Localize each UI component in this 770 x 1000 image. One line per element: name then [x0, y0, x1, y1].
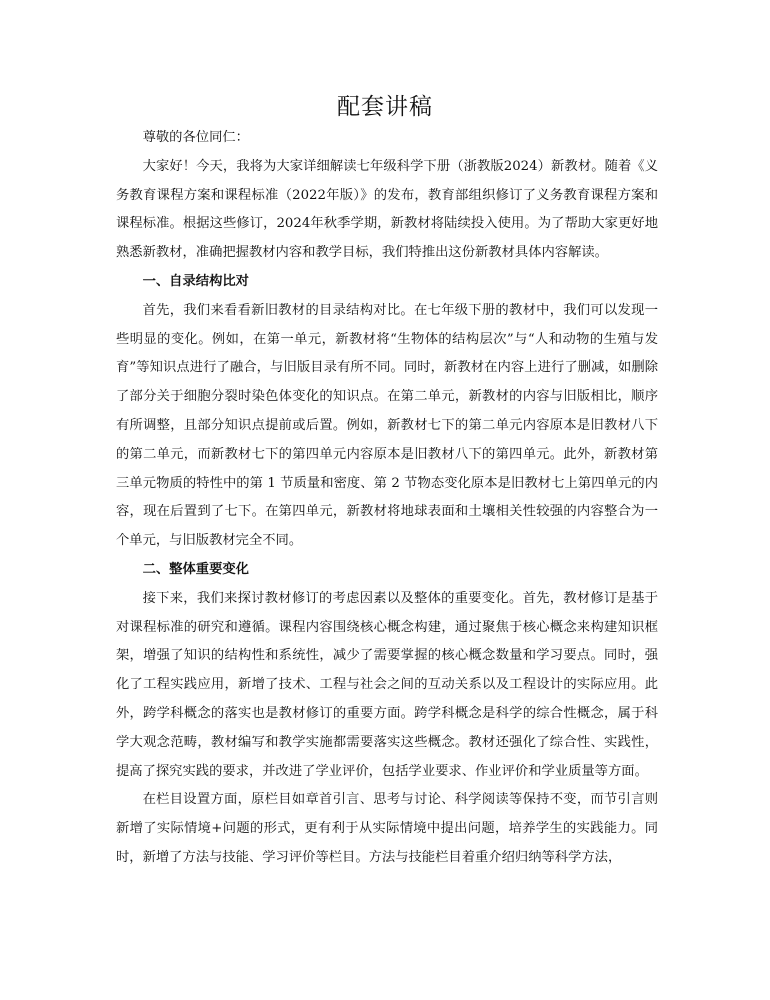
- page-title: 配套讲稿: [337, 94, 433, 120]
- section2-paragraph-1: 接下来，我们来探讨教材修订的考虑因素以及整体的重要变化。首先，教材修订是基于对课程标准的研究和遵循。课程内容围绕核心概念构建，通过聚焦于核心概念来构建知识框架，增强了知识的结构性和系统性，减少了需要掌握的核心概念数量和学习要点。同时，强化了工程实践应用，新增了技术、工程与社会之间的互动关系以及工程设计的实际应用。此外，跨学科概念的落实也是教材修订的重要方面。跨学科概念是科学的综合性概念，属于科学大观念范畴，教材编写和教学实施都需要落实这些概念。教材还强化了综合性、实践性，提高了探究实践的要求，并改进了学业评价，包括学业要求、作业评价和学业质量等方面。: [116, 590, 658, 779]
- intro-paragraph: 大家好！今天，我将为大家详细解读七年级科学下册（浙教版2024）新教材。随着《义务教育课程方案和课程标准（2022年版）》的发布，教育部组织修订了义务教育课程方案和课程标准。根据这些修订，2024年秋季学期，新教材将陆续投入使用。为了帮助大家更好地熟悉新教材，准确把握教材内容和教学目标，我们特推出这份新教材具体内容解读。: [116, 158, 658, 261]
- section1-paragraph: 首先，我们来看看新旧教材的目录结构对比。在七年级下册的教材中，我们可以发现一些明显的变化。例如，在第一单元，新教材将“生物体的结构层次”与“人和动物的生殖与发育”等知识点进行了融合，与旧版目录有所不同。同时，新教材在内容上进行了删减，如删除了部分关于细胞分裂时染色体变化的知识点。在第二单元，新教材的内容与旧版相比，顺序有所调整，且部分知识点提前或后置。例如，新教材七下的第二单元内容原本是旧教材八下的第二单元，而新教材七下的第四单元内容原本是旧教材八下的第四单元。此外，新教材第三单元物质的特性中的第 1 节质量和密度、第 2 节物态变化原本是旧教材七上第四单元的内容，现在后置到了七下。在第四单元，新教材将地球表面和土壤相关性较强的内容整合为一个单元，与旧版教材完全不同。: [116, 302, 658, 549]
- document-body: [116, 124, 658, 873]
- section-heading-1: 一、自录结构比对: [142, 273, 249, 289]
- section-heading-2: 二、整体重要变化: [142, 561, 249, 577]
- salutation: 尊敬的各位同仁：: [142, 130, 249, 145]
- section2-paragraph-2: 在栏目设置方面，原栏目如章首引言、思考与讨论、科学阅读等保持不变，而节引言则新增了实际情境+问题的形式，更有利于从实际情境中提出问题，培养学生的实践能力。同时，新增了方法与技能、学习评价等栏目。方法与技能栏目着重介绍归纳等科学方法，: [116, 792, 658, 865]
